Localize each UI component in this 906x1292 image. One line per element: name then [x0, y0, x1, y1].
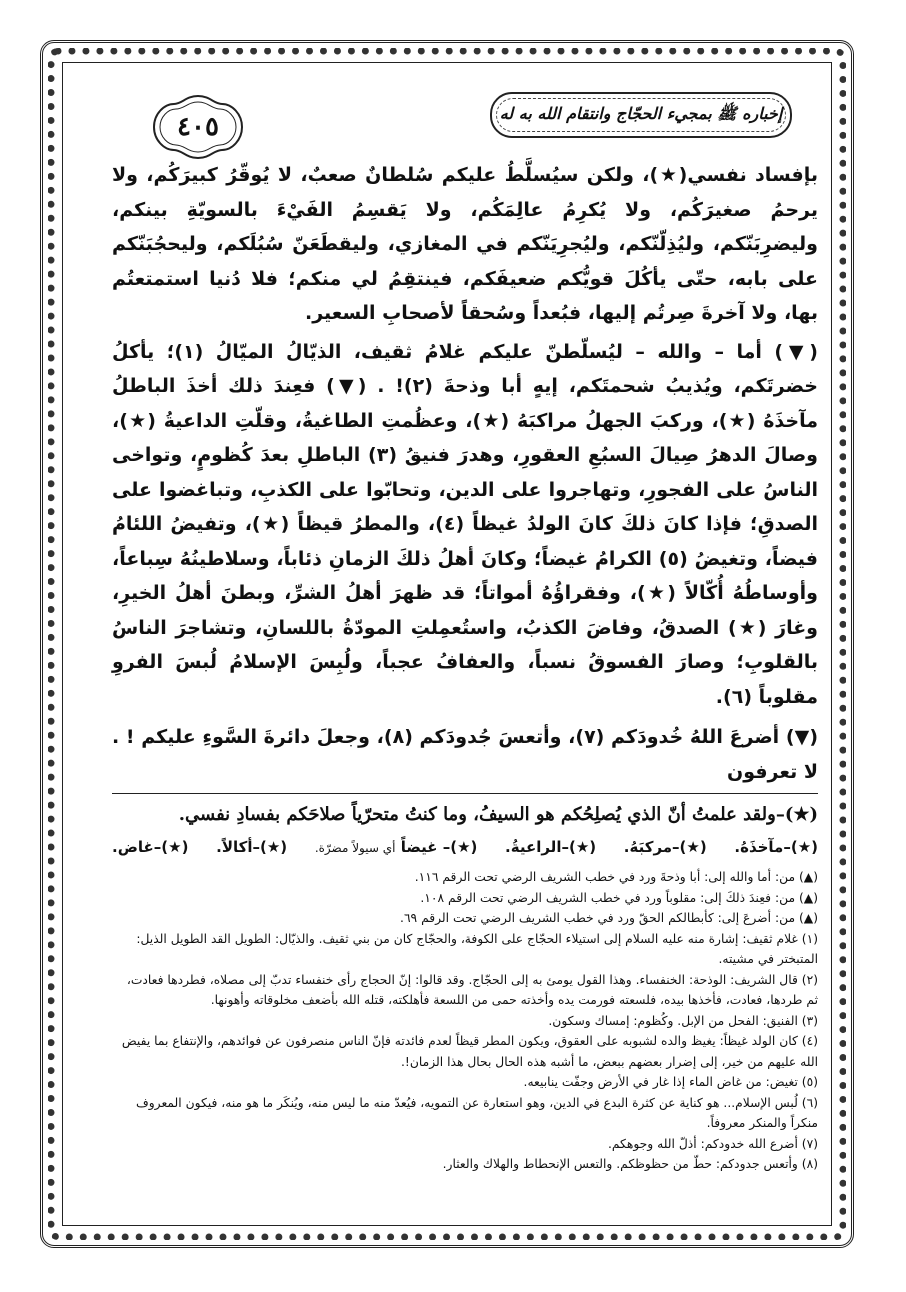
page-number: ٤٠٥	[177, 112, 219, 142]
source-note: (▲) من: أضرعَ إلى: كأبطالكم الحقّ ورد في خطب الشريف الرضي تحت الرقم ٦٩.	[400, 911, 818, 925]
footnote: (٥) تغيض: من غاض الماء إذا غار في الأرض وجفّت ينابيعه.	[523, 1075, 818, 1089]
footnote: (٢) قال الشريف: الوذحة: الخنفساء. وهذا القول يومئ به إلى الحجّاج. وقد قالوا: إنّ الحجاج رأى خنفساء تدبّ إلى مصلاه، فطردها فعادت، ثم طردها، فعادت، فأخذها بيده، فلسعته فورمت يده وأخذته حمى من اللسعة فأهلكته، قتله الله بأضعف مخلوقاته وأهونها.	[126, 972, 818, 1007]
footnote-quote: (★)–ولقد علمتُ أنّ الذي يُصلِحُكم هو السيفُ، وما كنتُ متحرّياً صلاحَكم بفسادِ نفسي.	[178, 804, 818, 825]
source-note: (▲) من: أما والله إلى: أبا وذحةَ ورد في خطب الشريف الرضي تحت الرقم ١١٦.	[414, 870, 818, 884]
page-number-badge	[148, 92, 248, 162]
glossary-term: (★)–الراعيةُ.	[505, 838, 597, 856]
glossary-term: (★)–مركبَهُ.	[623, 838, 707, 856]
glossary-item	[315, 832, 478, 863]
chapter-title	[490, 92, 792, 138]
glossary-row	[112, 832, 818, 863]
footnote: (٣) الفنيق: الفحل من الإبل. وكُظوم: إمساك وسكون.	[548, 1013, 818, 1028]
footnote: (٨) وأتعس جدودكم: حطّ من حظوظكم. والتعس الإنحطاط والهلاك والعثار.	[442, 1157, 818, 1171]
glossary-item	[216, 832, 287, 863]
footnote: (٦) لُبس الإسلام... هو كناية عن كثرة البدع في الدين، وهو استعارة عن التمويه، فيُعدّ منه ما ليس منه، ويُنكَر ما هو منه، فيكون المعروف منكراً والمنكر معروفاً.	[136, 1095, 818, 1130]
glossary-term: (★)– غيضاً	[400, 838, 478, 856]
footnote: (٤) كان الولد غيظاً: يغيظ والده لشبوبه على العقوق، ويكون المطر قيظاً لعدم فائدته فإنّ الناس منصرفون عن فوائدهم، والإنتفاع بما يفيض الله عليهم من خير، إلى إضرار بعضهم ببعض، ما أشبه هذه الحال بحال هذا الزمان!.	[121, 1034, 818, 1069]
paragraph-2: (▼) أما – والله – ليُسلّطنّ عليكم غلامُ ثقيف، الذيّالُ الميّالُ (١)؛ يأكلُ خضرتَكم، ويُذيبُ شحمتَكم، إيهٍ أبا وذحةَ (٢)! . (▼) فعِندَ ذلك أخذَ الباطلُ مآخذَهُ (★)، وركبَ الجهلُ مراكبَهُ (★)، وعظُمتِ الطاغيةُ، وقلّتِ الداعيةُ (★)، وصالَ الدهرُ صِيالَ السبُعِ العقورِ، وهدرَ فنيقُ (٣) الباطلِ بعدَ كُظومٍ، وتواخى الناسُ على الفجورِ، وتهاجروا على الدين، وتحابّوا على الكذبِ، وتباغضوا على الصدقِ؛ فإذا كانَ ذلكَ كانَ الولدُ غيظاً (٤)، والمطرُ قيظاً (★)، وتفيضُ اللئامُ فيضاً، وتغيضُ (٥) الكرامُ غيضاً؛ وكانَ أهلُ ذلكَ الزمانِ ذئاباً، وسلاطينُهُ سِباعاً، وأوساطُهُ أُكّالاً (★)، وفقراؤُهُ أمواتاً؛ قد ظهرَ أهلُ الشرِّ، وبطنَ أهلُ الخيرِ، وغارَ (★) الصدقُ، وفاضَ الكذبُ، واستُعمِلتِ المودّةُ باللسانِ، وتشاجرَ الناسُ بالقلوبِ؛ وصارَ الفسوقُ نسباً، والعفافُ عجباً، ولُبِسَ الإسلامُ لُبسَ الفروِ مقلوباً (٦).	[112, 340, 818, 708]
glossary-item	[112, 832, 188, 863]
glossary-item	[734, 832, 818, 863]
footnote: (٧) أضرع الله خدودكم: أذلّ الله وجوهكم.	[607, 1136, 818, 1151]
glossary-term: (★)–أكالاً.	[216, 838, 288, 856]
footnote: (١) غلام ثقيف: إشارة منه عليه السلام إلى استيلاء الحجّاج على الكوفة، والحجّاج كان من بني ثقيف. والذيّال: الطويل القد الطويل الذيل: المتبختر في مشيته.	[136, 931, 818, 966]
chapter-title-text: إخباره ﷺ بمجيء الحجّاج وانتقام الله به له	[499, 103, 783, 123]
main-body	[112, 158, 818, 1175]
paragraph-3: (▼) أضرعَ اللهُ خُدودَكم (٧)، وأتعسَ جُدودَكم (٨)، وجعلَ دائرةَ السَّوءِ عليكم ! . لا تعرفون	[112, 726, 818, 783]
glossary-term: (★)–غاض.	[112, 838, 189, 856]
glossary-item	[624, 832, 707, 863]
divider-line	[112, 793, 818, 794]
glossary-definition: أي سيولاً مضرّة.	[314, 841, 396, 855]
glossary-term: (★)–مآخذَهُ.	[734, 838, 818, 856]
paragraph-1: بإفساد نفسي(★)، ولكن سيُسلَّطُ عليكم سُلطانٌ صعبٌ، لا يُوقّرُ كبيرَكُم، ولا يرحمُ صغيرَكُم، ولا يُكرِمُ عالِمَكُم، ولا يَقسِمُ الفَيْءَ بالسويّةِ بينكم، وليضرِبَنّكم، وليُذِلّنّكم، وليُجرِيَنّكم في المغازي، وليقطَعَنّ سُبُلَكم، وليحجُبَنّكم على بابه، حتّى يأكُلَ قويُّكم ضعيفَكم، فينتقِمُ لي منكم؛ فلا دُنيا استمتعتُم بها، ولا آخرةَ صِرتُم إليها، فبُعداً وسُحقاً لأصحابِ السعير.	[112, 164, 818, 324]
source-note: (▲) من: فعِندَ ذلكَ إلى: مقلوباً ورد في خطب الشريف الرضي تحت الرقم ١٠٨.	[420, 890, 818, 905]
glossary-item	[505, 832, 596, 863]
